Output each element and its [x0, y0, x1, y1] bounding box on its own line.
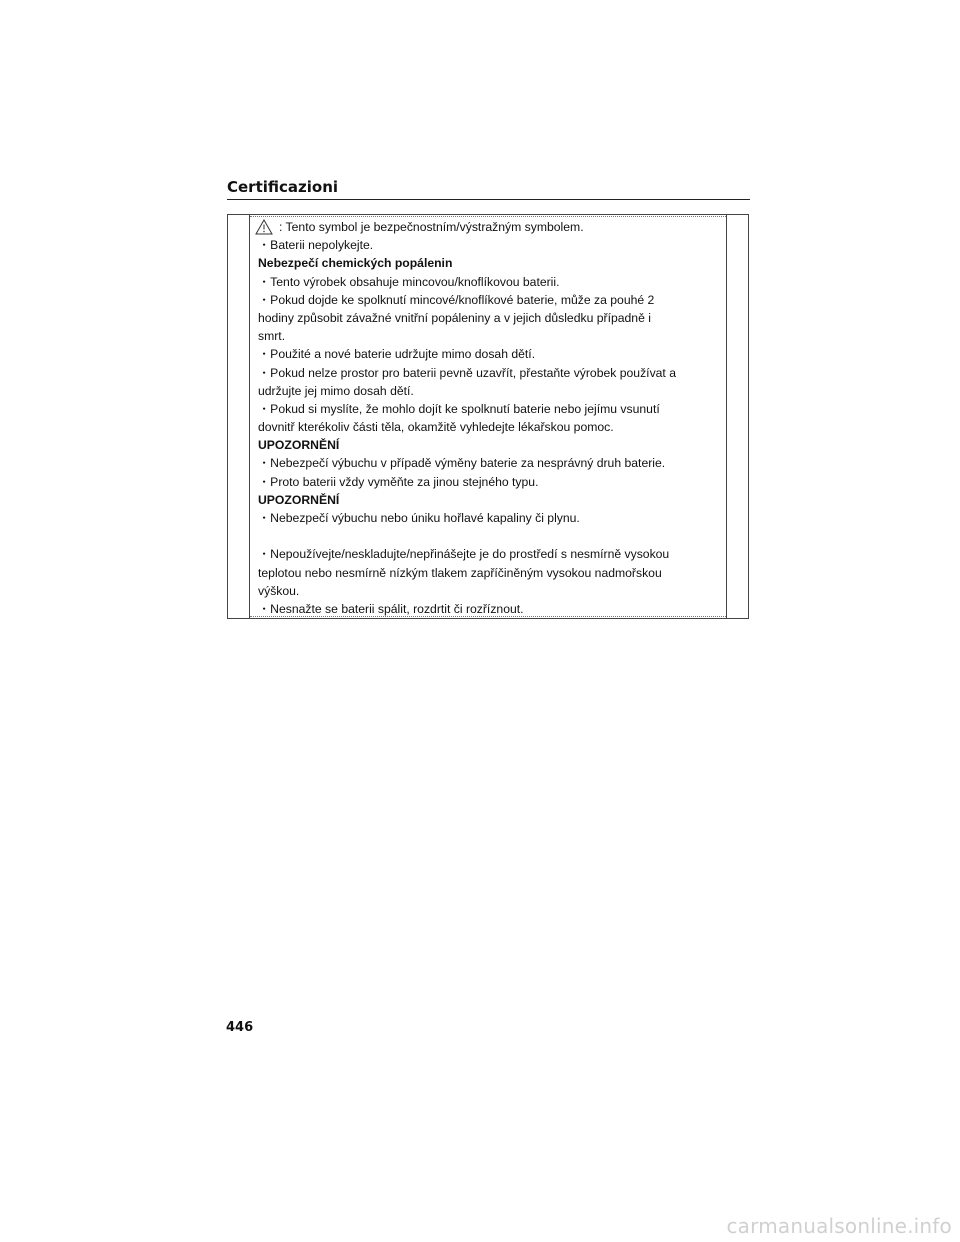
- text-line: ・Proto baterii vždy vyměňte za jinou stejného typu.: [258, 474, 539, 489]
- section-title: Certificazioni: [227, 178, 339, 196]
- heading-caution-1: UPOZORNĚNÍ: [258, 438, 340, 453]
- page-number: 446: [226, 1020, 254, 1035]
- text-line: ・Pokud dojde ke spolknutí mincové/knoflíkové baterie, může za pouhé 2: [258, 292, 655, 307]
- text-line: udržujte jej mimo dosah dětí.: [258, 383, 414, 398]
- inner-top-rule: [250, 216, 726, 217]
- right-column-rule: [726, 215, 727, 618]
- text-line: ・Baterii nepolykejte.: [258, 238, 374, 253]
- text-line: dovnitř kterékoliv části těla, okamžitě vyhledejte lékařskou pomoc.: [258, 420, 614, 435]
- text-line: ・Nepoužívejte/neskladujte/nepřinášejte je do prostředí s nesmírně vysokou: [258, 547, 670, 562]
- blank-line: [258, 527, 718, 545]
- heading-caution-2: UPOZORNĚNÍ: [258, 492, 340, 507]
- symbol-line: [258, 218, 718, 236]
- text-line: ・Pokud nelze prostor pro baterii pevně uzavřít, přestaňte výrobek používat a: [258, 365, 676, 380]
- warning-box: [227, 214, 749, 619]
- text-line: ・Nebezpečí výbuchu nebo úniku hořlavé kapaliny či plynu.: [258, 511, 580, 525]
- page-header: [227, 178, 750, 200]
- text-line: teplotou nebo nesmírně nízkým tlakem zapříčiněným vysokou nadmořskou: [258, 565, 662, 580]
- text-line: výškou.: [258, 583, 300, 598]
- heading-chemical-burns: Nebezpečí chemických popálenin: [258, 256, 453, 271]
- header-rule: [227, 199, 750, 200]
- text-line: hodiny způsobit závažné vnitřní popáleniny a v jejich důsledku případně i: [258, 310, 651, 325]
- text-line: ・Použité a nové baterie udržujte mimo dosah dětí.: [258, 347, 536, 362]
- left-column-rule: [249, 215, 250, 618]
- text-line: ・Tento výrobek obsahuje mincovou/knoflíkovou baterii.: [258, 274, 560, 289]
- text-line: ・Nebezpečí výbuchu v případě výměny baterie za nesprávný druh baterie.: [258, 456, 666, 471]
- text-line: smrt.: [258, 329, 286, 344]
- warning-text: [258, 218, 718, 618]
- text-line: ・Nesnažte se baterii spálit, rozdrtit či rozříznout.: [258, 601, 524, 616]
- symbol-description: : Tento symbol je bezpečnostním/výstražným symbolem.: [279, 220, 584, 234]
- watermark-brand: carmanualsonline.info: [726, 1214, 952, 1238]
- text-line: ・Pokud si myslíte, že mohlo dojít ke spolknutí baterie nebo jejímu vsunutí: [258, 401, 660, 416]
- warning-triangle-icon: [255, 219, 273, 235]
